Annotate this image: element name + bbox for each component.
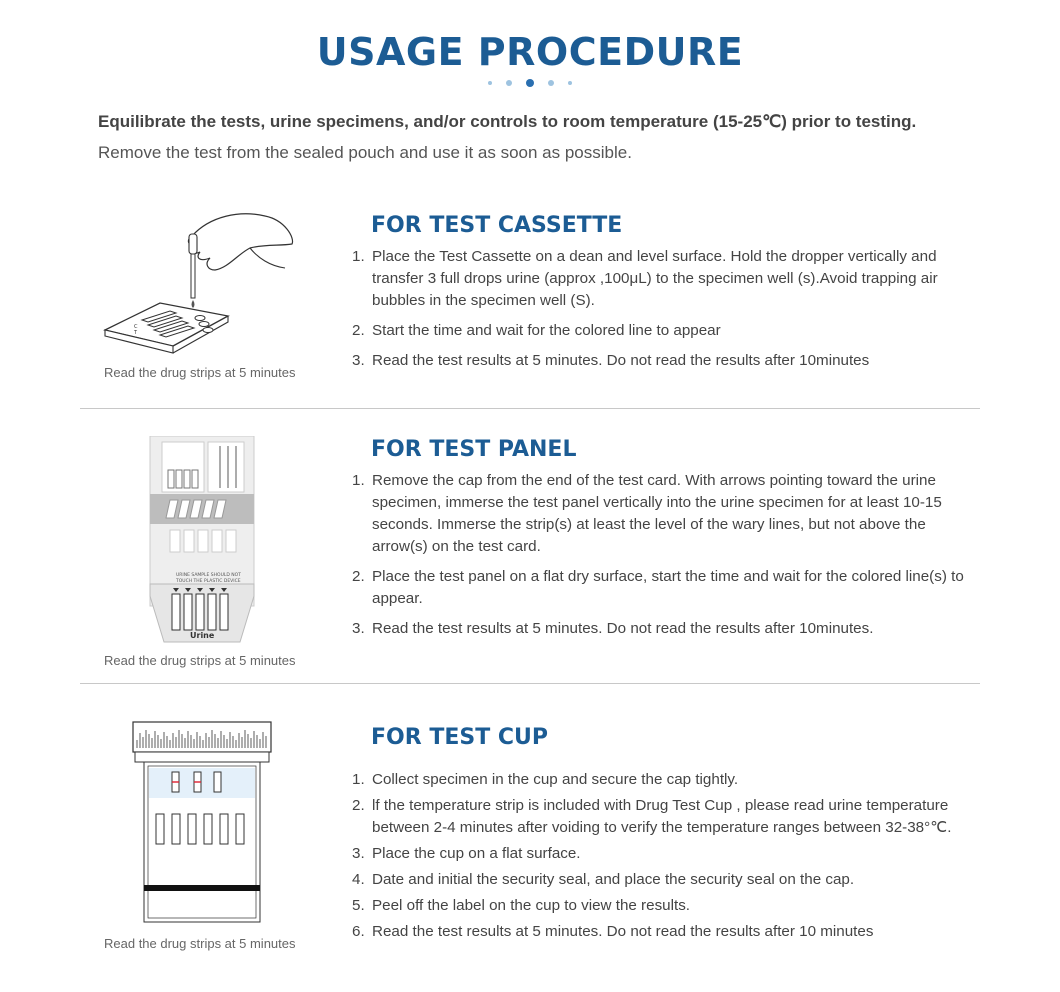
intro-remove-text: Remove the test from the sealed pouch and use it as soon as possible.: [98, 143, 632, 162]
list-item: 1. Collect specimen in the cup and secure the cap tightly.: [352, 771, 739, 788]
test-panel-illustration: [146, 436, 266, 644]
list-item: 3. Read the test results at 5 minutes. Do not read the results after 10minutes: [352, 352, 870, 369]
cassette-caption: Read the drug strips at 5 minutes: [104, 365, 296, 380]
test-cup-illustration: [132, 718, 274, 924]
section-divider: [80, 683, 980, 684]
svg-text:URINE SAMPLE SHOULD NOT: URINE SAMPLE SHOULD NOT: [176, 573, 241, 578]
panel-caption: Read the drug strips at 5 minutes: [104, 653, 296, 668]
intro-equilibrate-text: Equilibrate the tests, urine specimens, and/or controls to room temperature (15-25℃) prior to testing.: [98, 112, 917, 131]
panel-section-title: FOR TEST PANEL: [371, 437, 577, 462]
list-item: 3. Read the test results at 5 minutes. Do not read the results after 10minutes.: [352, 620, 874, 637]
list-item: 5. Peel off the label on the cup to view the results.: [352, 897, 691, 914]
svg-text:TOUCH THE PLASTIC DEVICE: TOUCH THE PLASTIC DEVICE: [176, 579, 241, 584]
svg-text:C: C: [134, 324, 138, 330]
cup-steps: [352, 769, 982, 943]
cassette-section-title: FOR TEST CASSETTE: [371, 213, 623, 238]
panel-urine-label: Urine: [190, 631, 215, 640]
list-item: 3. Place the cup on a flat surface.: [352, 845, 581, 862]
list-item: 2. lf the temperature strip is included with Drug Test Cup , please read urine temperature between 2-4 minutes after voiding to verify the temperature ranges between 32-38°℃.: [352, 797, 952, 836]
panel-steps: [352, 470, 982, 640]
list-item: 4. Date and initial the security seal, and place the security seal on the cap.: [352, 871, 855, 888]
cassette-steps: [352, 246, 982, 372]
svg-text:T: T: [134, 330, 138, 336]
title-decoration-dots: [0, 79, 1060, 87]
list-item: 6. Read the test results at 5 minutes. Do not read the results after 10 minutes: [352, 923, 874, 940]
list-item: 1. Place the Test Cassette on a dean and level surface. Hold the dropper vertically and transfer 3 full drops urine (approx ,100μL) to the specimen well (s).Avoid trapping air bubbles in the specimen well (S).: [352, 248, 938, 309]
section-divider: [80, 408, 980, 409]
cup-section-title: FOR TEST CUP: [371, 725, 549, 750]
hand-dropper-cassette-illustration: [100, 208, 310, 358]
page-title: USAGE PROCEDURE: [316, 30, 744, 74]
list-item: 2. Place the test panel on a flat dry surface, start the time and wait for the colored line(s) to appear.: [352, 568, 964, 607]
list-item: 1. Remove the cap from the end of the test card. With arrows pointing toward the urine specimen, immerse the test panel vertically into the urine specimen for at least 10-15 seconds. Immerse the strip(s) at least the level of the wary lines, but not above the arrow(s) on the test card.: [352, 472, 942, 555]
cup-caption: Read the drug strips at 5 minutes: [104, 936, 296, 951]
list-item: 2. Start the time and wait for the colored line to appear: [352, 322, 721, 339]
